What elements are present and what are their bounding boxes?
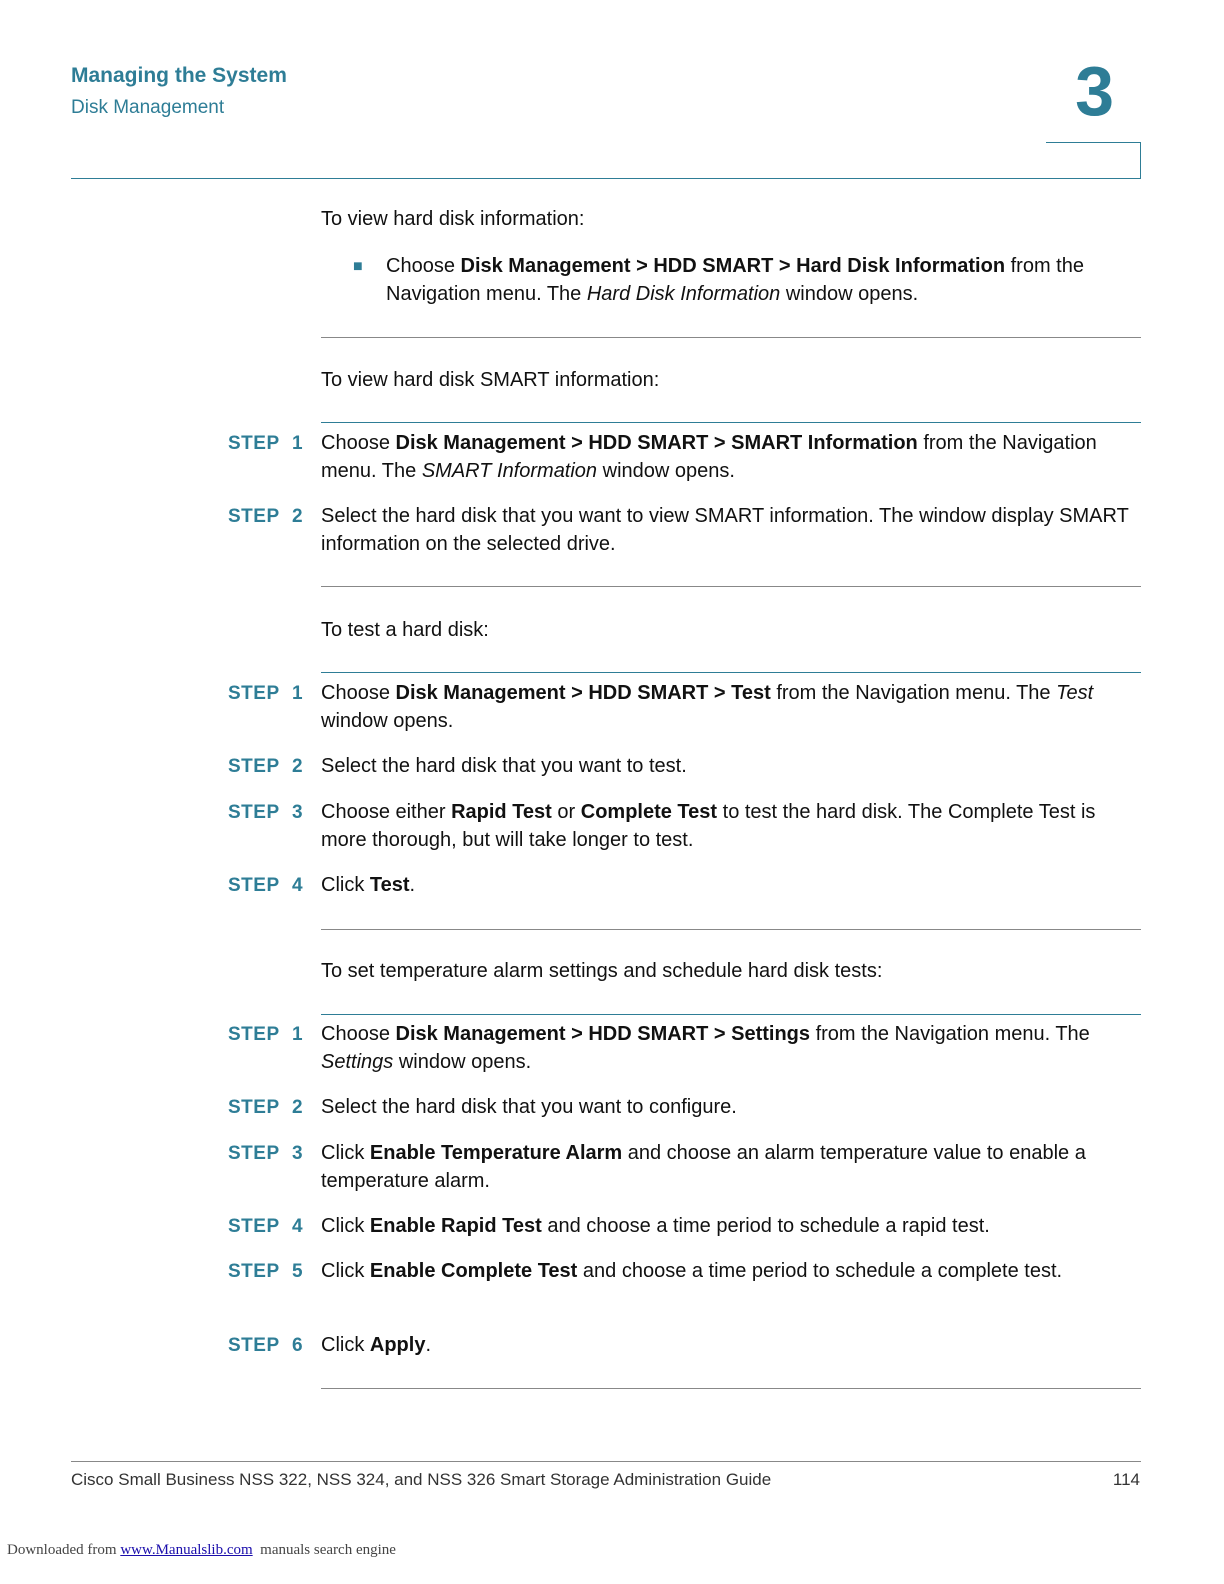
footer-divider bbox=[71, 1461, 1141, 1462]
step-label: STEP bbox=[228, 875, 280, 896]
section-divider bbox=[321, 1388, 1141, 1389]
step-number: 4 bbox=[292, 1216, 303, 1237]
step-label: STEP bbox=[228, 683, 280, 704]
step-text: Select the hard disk that you want to configure. bbox=[321, 1096, 737, 1118]
section-intro: To test a hard disk: bbox=[321, 619, 489, 641]
step-number: 1 bbox=[292, 433, 303, 454]
footer-guide-title: Cisco Small Business NSS 322, NSS 324, and NSS 326 Smart Storage Administration Guide bbox=[71, 1470, 772, 1489]
bullet-icon: ■ bbox=[353, 258, 363, 275]
step-label: STEP bbox=[228, 756, 280, 777]
step-text: Select the hard disk that you want to view SMART information. The window display SMART information on the selected drive. bbox=[321, 505, 1129, 555]
step-text: Click Enable Temperature Alarm and choose an alarm temperature value to enable a temperature alarm. bbox=[321, 1142, 1086, 1192]
section-divider bbox=[321, 929, 1141, 930]
step-text: Select the hard disk that you want to test. bbox=[321, 755, 687, 777]
step-number: 4 bbox=[292, 875, 303, 896]
step-label: STEP bbox=[228, 1261, 280, 1282]
step-number: 2 bbox=[292, 506, 303, 527]
section-divider bbox=[321, 337, 1141, 338]
step-number: 1 bbox=[292, 683, 303, 704]
step-text: Choose Disk Management > HDD SMART > Test from the Navigation menu. The Test window opens. bbox=[321, 682, 1094, 732]
step-number: 3 bbox=[292, 1143, 303, 1164]
step-number: 2 bbox=[292, 1097, 303, 1118]
section-title: Disk Management bbox=[71, 97, 225, 118]
step-text: Choose Disk Management > HDD SMART > Settings from the Navigation menu. The Settings window opens. bbox=[321, 1023, 1090, 1073]
manualslib-link[interactable]: www.Manualslib.com bbox=[120, 1542, 253, 1558]
section-divider bbox=[321, 586, 1141, 587]
step-text: Click Apply. bbox=[321, 1334, 432, 1356]
step-text: Click Enable Rapid Test and choose a time period to schedule a rapid test. bbox=[321, 1215, 990, 1237]
section-intro: To view hard disk information: bbox=[321, 208, 585, 230]
step-label: STEP bbox=[228, 506, 280, 527]
header-divider bbox=[71, 178, 1141, 179]
steps-top-rule bbox=[321, 672, 1141, 673]
step-label: STEP bbox=[228, 1216, 280, 1237]
step-text: Click Enable Complete Test and choose a time period to schedule a complete test. bbox=[321, 1260, 1063, 1282]
step-label: STEP bbox=[228, 1024, 280, 1045]
section-intro: To set temperature alarm settings and schedule hard disk tests: bbox=[321, 960, 883, 982]
step-number: 6 bbox=[292, 1335, 303, 1356]
step-label: STEP bbox=[228, 1097, 280, 1118]
bullet-item: Choose Disk Management > HDD SMART > Hard Disk Information from the Navigation menu. The Hard Disk Information window opens. bbox=[386, 255, 1084, 305]
step-label: STEP bbox=[228, 1143, 280, 1164]
step-text: Choose Disk Management > HDD SMART > SMART Information from the Navigation menu. The SMART Information window opens. bbox=[321, 432, 1097, 482]
step-label: STEP bbox=[228, 802, 280, 823]
step-text: Choose either Rapid Test or Complete Test to test the hard disk. The Complete Test is more thorough, but will take longer to test. bbox=[321, 801, 1096, 851]
chapter-number: 3 bbox=[1075, 52, 1114, 130]
step-number: 1 bbox=[292, 1024, 303, 1045]
download-attribution: Downloaded from www.Manualslib.com manuals search engine bbox=[7, 1542, 396, 1558]
page-number: 114 bbox=[1112, 1470, 1140, 1489]
step-number: 3 bbox=[292, 802, 303, 823]
chapter-title: Managing the System bbox=[71, 64, 287, 87]
step-label: STEP bbox=[228, 1335, 280, 1356]
chapter-tab-box bbox=[1046, 142, 1141, 178]
step-text: Click Test. bbox=[321, 874, 416, 896]
step-number: 2 bbox=[292, 756, 303, 777]
steps-top-rule bbox=[321, 422, 1141, 423]
steps-top-rule bbox=[321, 1014, 1141, 1015]
step-label: STEP bbox=[228, 433, 280, 454]
section-intro: To view hard disk SMART information: bbox=[321, 369, 660, 391]
step-number: 5 bbox=[292, 1261, 303, 1282]
